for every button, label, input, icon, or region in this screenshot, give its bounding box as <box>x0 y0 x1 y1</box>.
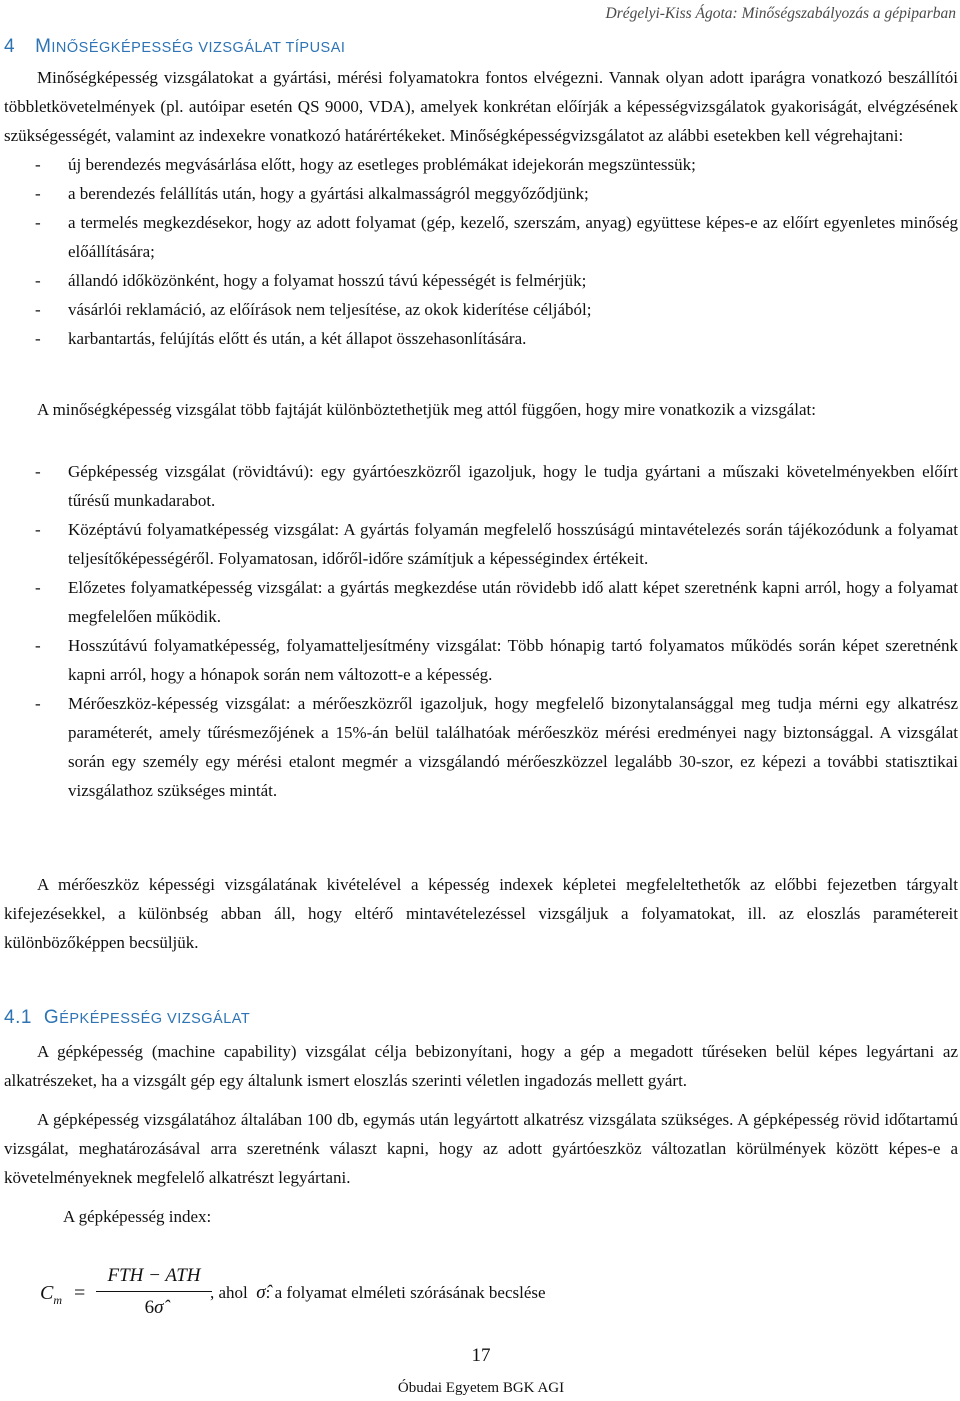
formula-numerator: FTH − ATH <box>107 1265 201 1286</box>
page-number: 17 <box>471 1345 491 1366</box>
machine-capability-formula <box>4 1262 958 1328</box>
list-item: - Előzetes folyamatképesség vizsgálat: a gyártás megkezdése után rövidebb idő alatt képet szeretnénk kapni arról, hogy a folyamat megfelelően működik. <box>4 573 958 631</box>
list-item: - a termelés megkezdésekor, hogy az adott folyamat (gép, kezelő, szerszám, anyag) együttese képes-e az előírt egyenletes minőség előállítására; <box>4 208 958 266</box>
list-item: - Gépképesség vizsgálat (rövidtávú): egy gyártóeszközről igazoljuk, hogy le tudja gyártani a műszaki követelményekben előírt tűrésű munkadarabot. <box>4 457 958 515</box>
types-section <box>4 395 958 424</box>
list-item: - a berendezés felállítás után, hogy a gyártási alkalmasságról meggyőződjünk; <box>4 179 958 208</box>
sigma-hat-symbol: σ̂ <box>256 1282 266 1303</box>
list-item: - karbantartás, felújítás előtt és után, a két állapot összehasonlítására. <box>4 324 958 353</box>
index-label: A gépképesség index: <box>63 1207 212 1226</box>
list-item: - vásárlói reklamáció, az előírások nem teljesítése, az okok kiderítése céljából; <box>4 295 958 324</box>
running-head: Drégelyi-Kiss Ágota: Minőségszabályozás a gépiparban <box>605 5 956 22</box>
list-item: - Hosszútávú folyamatképesség, folyamatteljesítmény vizsgálat: Több hónapig tartó folyamatos működés során képet szeretnénk kapni arról, hogy a hónapok során nem változott-e a képesség. <box>4 631 958 689</box>
types-list <box>4 457 958 805</box>
footer-institution: Óbudai Egyetem BGK AGI <box>397 1380 565 1396</box>
section-4-1-heading <box>4 1007 250 1029</box>
list-item: - Középtávú folyamatképesség vizsgálat: A gyártás folyamán megfelelő hosszúságú mintavételezés során tájékozódunk a folyamat teljesítőképességéről. Folyamatosan, időről-időre számítjuk a képességindex értékeit. <box>4 515 958 573</box>
section-4-heading <box>4 36 345 58</box>
section-4-1-para2: A gépképesség vizsgálatához általában 100 db, egymás után legyártott alkatrész vizsgálata szükséges. A gépképesség rövid időtartamú vizsgálat, meghatározásával arra szeretnénk választ kapni, hogy az adott gyártóeszköz változatlan körülmények között képes-e a követelményeknek megfelelő alkatrészt legyártani. <box>4 1110 958 1187</box>
formula-fraction <box>96 1262 212 1322</box>
formula-lhs: $C_m$ <box>40 1282 63 1307</box>
section-4-title-initial: M <box>35 36 52 57</box>
list-item: - új berendezés megvásárlása előtt, hogy az esetleges problémákat idejekorán megszüntessük; <box>4 150 958 179</box>
section-4-number: 4 <box>4 36 16 57</box>
section-4-body <box>4 63 958 353</box>
section-4-1-title-rest: ÉPKÉPESSÉG VIZSGÁLAT <box>59 1011 251 1027</box>
formula-equals: = <box>74 1282 86 1304</box>
section-4-title-rest: INŐSÉGKÉPESSÉG VIZSGÁLAT TÍPUSAI <box>51 40 346 56</box>
list-item: - Mérőeszköz-képesség vizsgálat: a mérőeszközről igazoljuk, hogy megfelelő bizonytalansággal meg tudja mérni egy alkatrész paraméterét, amely tűrésmezőjének a 15%-án belül találhatóak mérőeszköz mérési eredményei nagy biztonsággal. A vizsgálat során egy személy egy mérési etalont megmér a vizsgálandó mérőeszközzel legalább 30-szor, ez képezi a további statisztikai vizsgálathoz szükséges mintát. <box>4 689 958 805</box>
section-4-1-para1: A gépképesség (machine capability) vizsgálat célja bebizonyítani, hogy a gép a megadott tűréseken belül képes legyártani az alkatrészeket, ha a vizsgált gép egy általunk ismert eloszlás szerinti véletlen ingadozás mellett gyárt. <box>4 1042 958 1090</box>
closing-block <box>4 870 958 957</box>
section-4-intro: Minőségképesség vizsgálatokat a gyártási, mérési folyamatokra fontos elvégezni. Vannak olyan adott iparágra vonatkozó beszállítói többletkövetelmények (pl. autóipar esetén QS 9000, VDA), amelyek konkrétan előírják a képességvizsgálatok gyakoriságát, elvégzésének szükségességét, valamint az indexekre vonatkozó határértékeket. Minőségképességvizsgálatot az alábbi esetekben kell végrehajtani: <box>4 68 958 145</box>
section-4-closing: A mérőeszköz képességi vizsgálatának kivételével a képesség indexek képletei megfeleltethetők az előbbi fejezetben tárgyalt kifejezésekkel, a különbség abban áll, hogy eltérő mintavételezéssel vizsgáljuk a folyamatokat, ill. az eloszlás paramétereit különbözőképpen becsüljük. <box>4 875 958 952</box>
list-item: - állandó időközönként, hogy a folyamat hosszú távú képességét is felmérjük; <box>4 266 958 295</box>
types-intro: A minőségképesség vizsgálat több fajtáját különböztethetjük meg attól függően, hogy mire vonatkozik a vizsgálat: <box>37 400 816 419</box>
cases-list <box>4 150 958 353</box>
fraction-bar <box>96 1291 212 1292</box>
section-4-1-body <box>4 1037 958 1231</box>
formula-explanation: , ahol σ̂: a folyamat elméleti szórásának becslése <box>210 1282 546 1303</box>
section-4-1-number: 4.1 <box>4 1007 32 1028</box>
types-list-block <box>4 457 958 805</box>
formula-denominator: 6σ̂ <box>144 1297 164 1318</box>
section-4-1-title-initial: G <box>43 1007 60 1028</box>
